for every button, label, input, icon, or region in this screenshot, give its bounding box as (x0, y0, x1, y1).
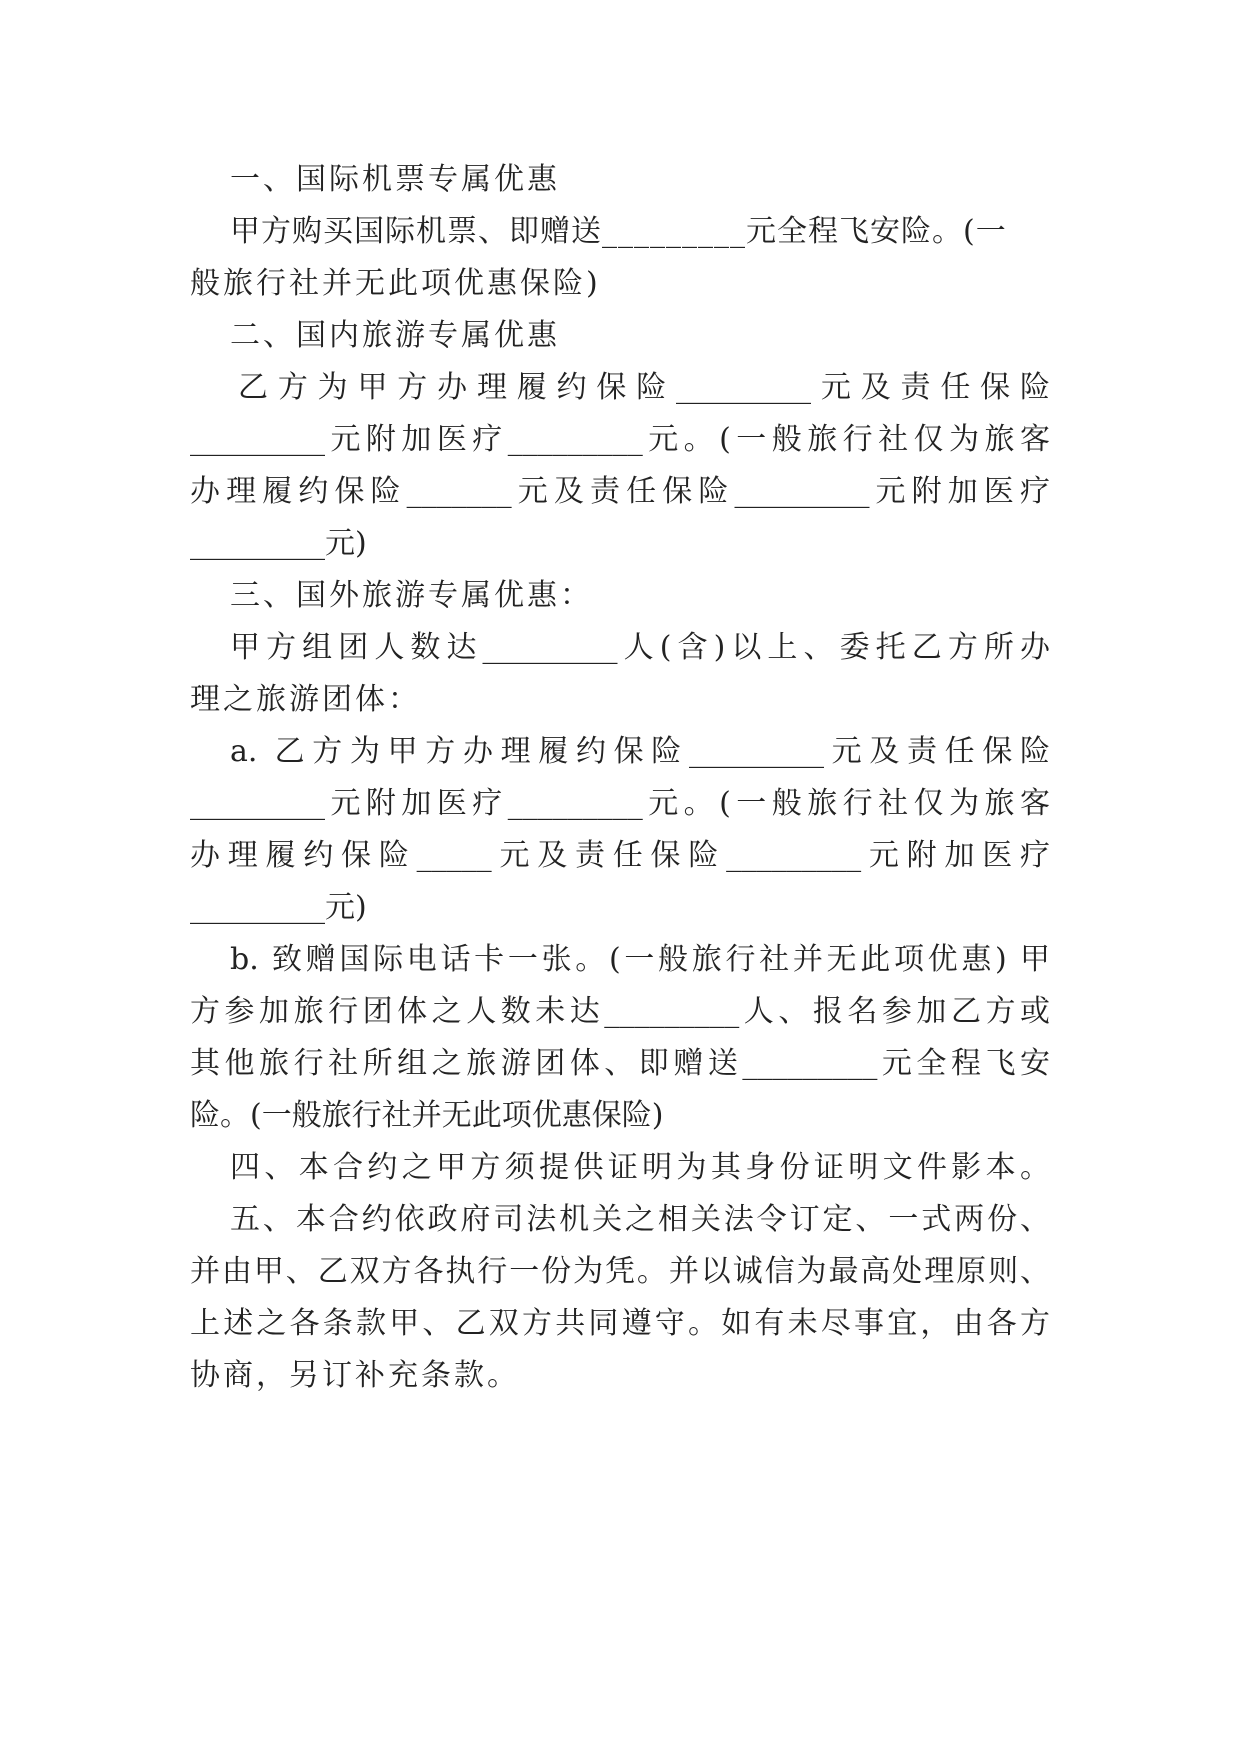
section-4-line: 四、本合约之甲方须提供证明为其身份证明文件影本。 (230, 1150, 1050, 1185)
section-2-heading: 二、国内旅游专属优惠 (230, 318, 560, 353)
section-5-line: 并由甲、乙双方各执行一份为凭。并以诚信为最高处理原则、 (190, 1254, 1050, 1289)
section-2-paragraph-line: 办理履约保险_______元及责任保险_________元附加医疗 (190, 474, 1050, 509)
section-2-paragraph-line: 乙方为甲方办理履约保险_________元及责任保险 (238, 370, 1050, 405)
section-3-paragraph-line: 理之旅游团体： (190, 682, 421, 717)
item-b-line: 方参加旅行团体之人数未达_________人、报名参加乙方或 (190, 994, 1050, 1029)
item-a-line: _________元附加医疗_________元。(一般旅行社仅为旅客 (190, 786, 1050, 821)
item-b-line: 其他旅行社所组之旅游团体、即赠送_________元全程飞安 (190, 1046, 1050, 1081)
section-2-paragraph-line: _________元附加医疗_________元。(一般旅行社仅为旅客 (190, 422, 1050, 457)
section-1-paragraph-line: 甲方购买国际机票、即赠送_________元全程飞安险。(一 (230, 214, 1007, 249)
item-a-line: 办理履约保险_____元及责任保险_________元附加医疗 (190, 838, 1050, 873)
item-a-line: _________元) (190, 890, 367, 925)
section-5-line: 协商，另订补充条款。 (190, 1358, 520, 1393)
item-a-line: a. 乙方为甲方办理履约保险_________元及责任保险 (230, 734, 1050, 769)
section-5-line: 五、本合约依政府司法机关之相关法令订定、一式两份、 (230, 1202, 1050, 1237)
section-2-paragraph-line: _________元) (190, 526, 367, 561)
item-b-line: 险。(一般旅行社并无此项优惠保险) (190, 1098, 664, 1133)
section-3-paragraph-line: 甲方组团人数达_________人(含)以上、委托乙方所办 (230, 630, 1050, 665)
section-3-heading: 三、国外旅游专属优惠： (230, 578, 593, 613)
section-5-line: 上述之各条款甲、乙双方共同遵守。如有未尽事宜，由各方 (190, 1306, 1050, 1341)
item-b-line: b. 致赠国际电话卡一张。(一般旅行社并无此项优惠) 甲 (230, 942, 1050, 977)
section-1-heading: 一、国际机票专属优惠 (230, 162, 560, 197)
section-1-paragraph-line: 般旅行社并无此项优惠保险) (190, 266, 601, 301)
